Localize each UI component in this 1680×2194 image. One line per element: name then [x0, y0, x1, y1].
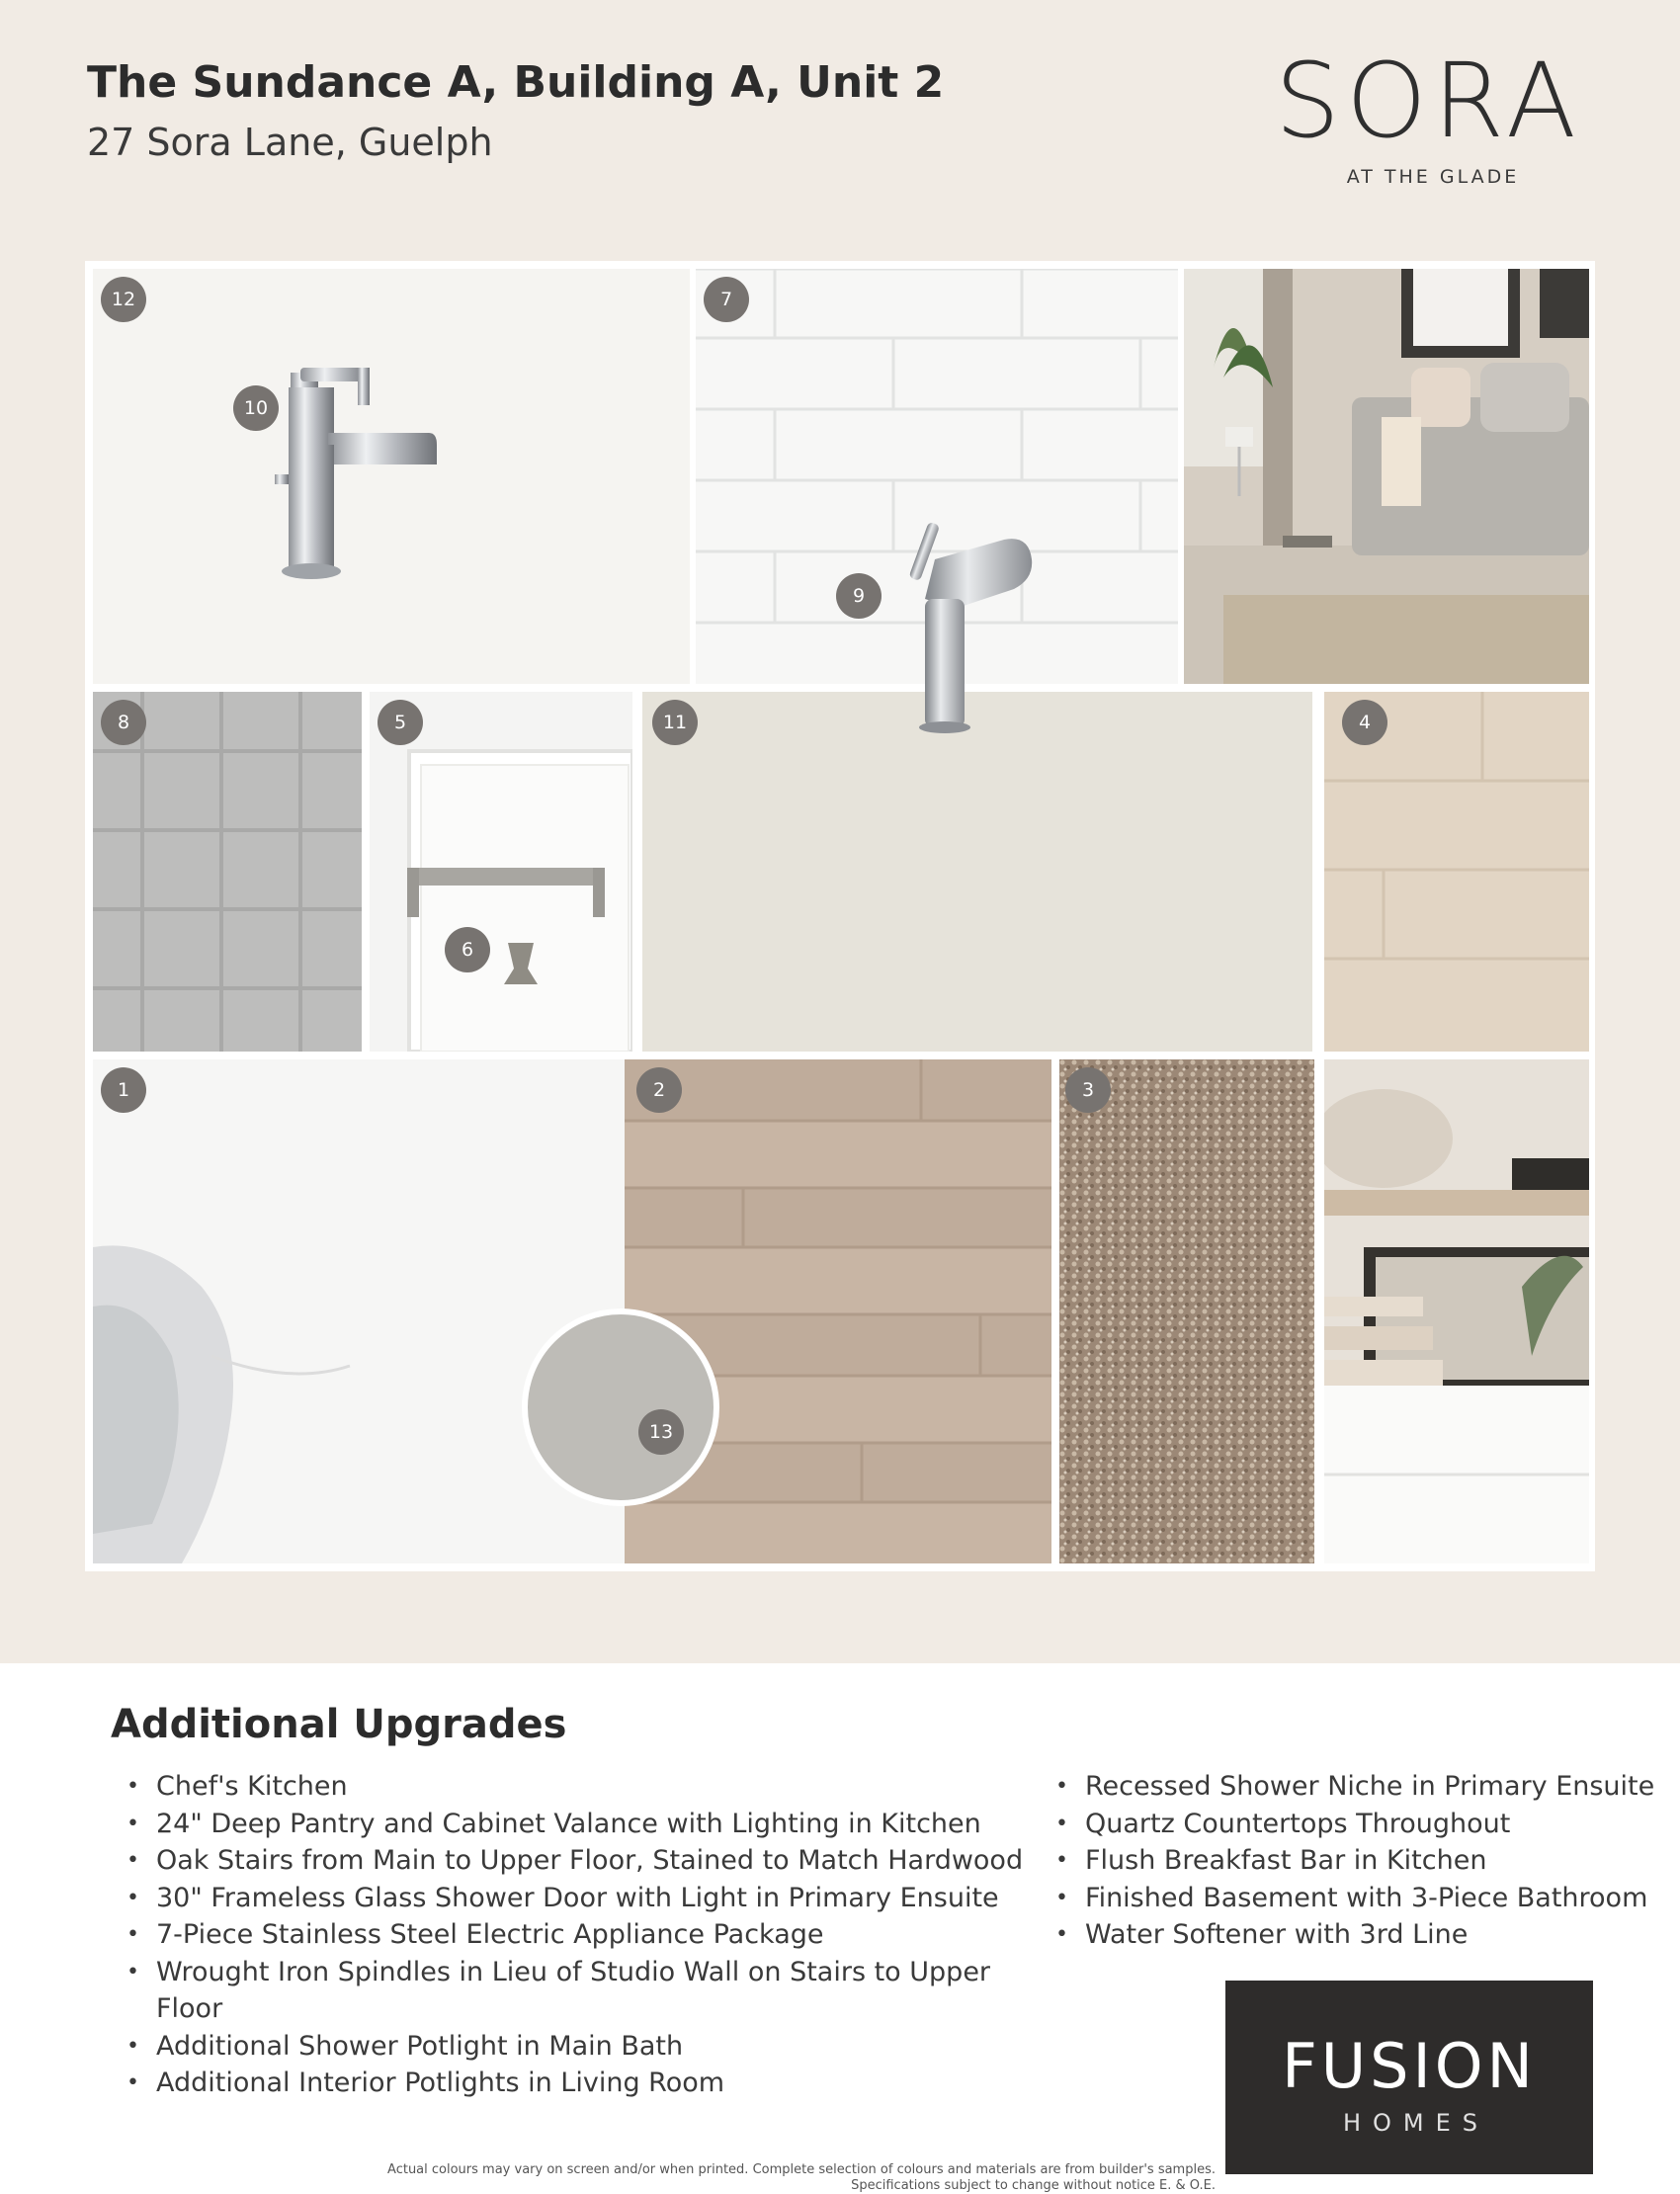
shelf-decor-image — [1324, 1059, 1589, 1563]
kitchen-faucet-image — [885, 520, 1034, 737]
fusion-homes-logo — [1225, 1981, 1593, 2174]
list-item: • Flush Breakfast Bar in Kitchen — [1040, 1842, 1672, 1880]
swatch-badge: 6 — [445, 927, 490, 972]
cabinet-door-image — [370, 692, 632, 1052]
swatch-badge: 10 — [233, 385, 279, 431]
disclaimer-line-1: Actual colours may vary on screen and/or when printed. Complete selection of colours and materials are from builder's samples. — [387, 2162, 1216, 2177]
upgrades-list-left — [111, 1768, 1030, 2102]
swatch-badge: 11 — [652, 700, 698, 745]
list-item: • 7-Piece Stainless Steel Electric Appliance Package — [111, 1916, 1030, 1954]
sora-logo — [1275, 40, 1601, 148]
finishes-board — [85, 261, 1595, 1571]
list-item: • Wrought Iron Spindles in Lieu of Studio Wall on Stairs to Upper Floor — [111, 1954, 1006, 2028]
swatch-carpet — [1059, 1059, 1314, 1563]
disclaimer — [148, 2162, 1216, 2194]
list-item: • Finished Basement with 3-Piece Bathroom — [1040, 1880, 1672, 1917]
swatch-badge: 8 — [101, 700, 146, 745]
swatch-badge: 5 — [378, 700, 423, 745]
list-item: • Oak Stairs from Main to Upper Floor, Stained to Match Hardwood — [111, 1842, 1030, 1880]
list-item: • Recessed Shower Niche in Primary Ensuite — [1040, 1768, 1672, 1806]
paint-colour-swatch — [522, 1308, 719, 1506]
swatch-badge: 12 — [101, 277, 146, 322]
marble-pattern — [93, 1059, 627, 1563]
swatch-bathroom-faucet — [93, 269, 690, 684]
light-oak-pattern — [1324, 692, 1589, 1052]
list-item: • Water Softener with 3rd Line — [1040, 1916, 1672, 1954]
swatch-hardwood — [625, 1059, 1051, 1563]
living-room-image — [1184, 269, 1589, 684]
address: 27 Sora Lane, Guelph — [87, 121, 493, 164]
living-room-photo — [1184, 269, 1589, 684]
list-item: • Chef's Kitchen — [111, 1768, 1030, 1806]
swatch-marble — [93, 1059, 627, 1563]
swatch-cabinet — [370, 692, 632, 1052]
list-item: • Additional Interior Potlights in Living Room — [111, 2065, 1030, 2102]
swatch-badge: 2 — [636, 1067, 682, 1113]
swatch-badge: 13 — [638, 1409, 684, 1455]
list-item: • Quartz Countertops Throughout — [1040, 1806, 1672, 1843]
list-item: • Additional Shower Potlight in Main Bath — [111, 2028, 1030, 2066]
swatch-light-oak — [1324, 692, 1589, 1052]
upgrades-list-right — [1040, 1768, 1672, 1954]
swatch-badge: 1 — [101, 1067, 146, 1113]
swatch-badge: 3 — [1065, 1067, 1111, 1113]
page-title: The Sundance A, Building A, Unit 2 — [87, 57, 945, 108]
grey-tile-pattern — [93, 692, 362, 1052]
swatch-badge: 4 — [1342, 700, 1387, 745]
shelf-decor-photo — [1324, 1059, 1589, 1563]
list-item: • 30" Frameless Glass Shower Door with Light in Primary Ensuite — [111, 1880, 1030, 1917]
upgrades-heading: Additional Upgrades — [111, 1702, 567, 1747]
swatch-badge: 7 — [704, 277, 749, 322]
logo-tagline: AT THE GLADE — [1346, 166, 1520, 188]
list-item: • 24" Deep Pantry and Cabinet Valance with Lighting in Kitchen — [111, 1806, 1030, 1843]
swatch-quartz — [642, 692, 1312, 1052]
fusion-logo-text: FUSION — [1282, 2030, 1537, 2102]
swatch-badge: 9 — [836, 573, 882, 619]
hardwood-pattern — [625, 1059, 1051, 1563]
carpet-texture — [1059, 1059, 1314, 1563]
swatch-grey-tile — [93, 692, 362, 1052]
sora-logo-text: SORA — [1275, 41, 1583, 148]
bathroom-faucet-image — [93, 269, 690, 684]
disclaimer-line-2: Specifications subject to change without notice E. & O.E. — [851, 2178, 1216, 2193]
fusion-logo-sub: HOMES — [1342, 2109, 1490, 2137]
